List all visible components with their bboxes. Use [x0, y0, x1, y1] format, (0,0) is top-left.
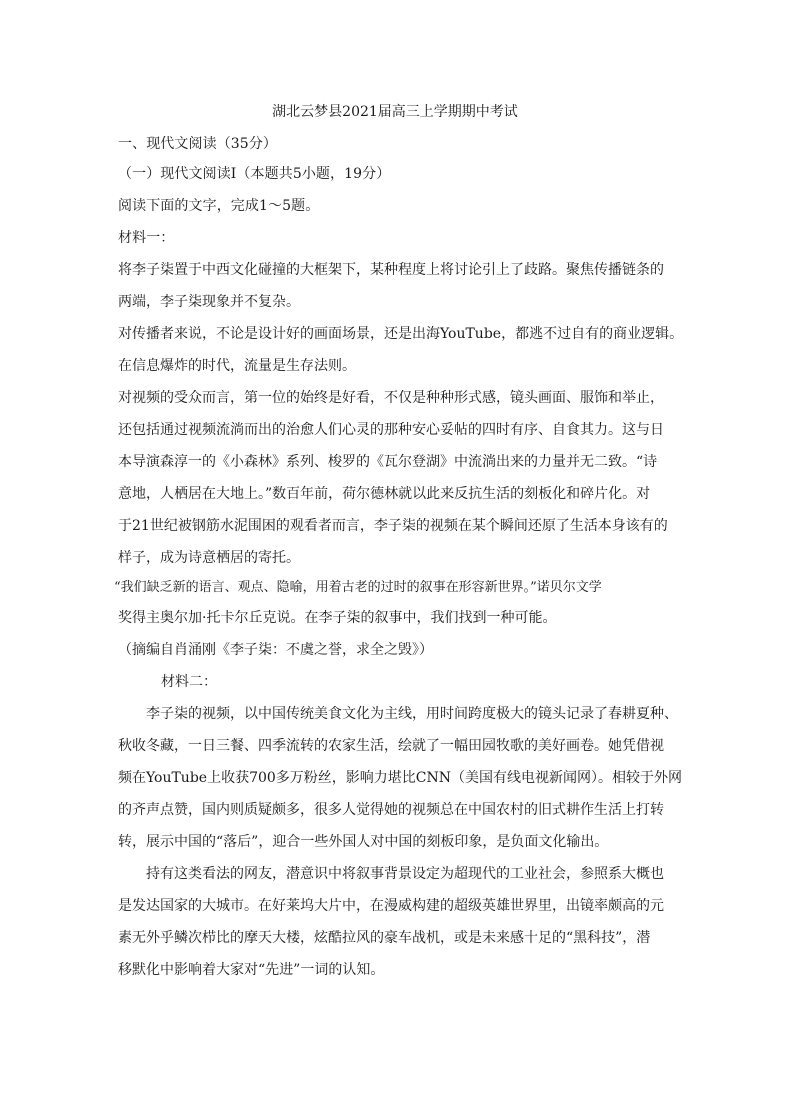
material1-line: 对视频的受众而言，第一位的始终是好看，不仅是种种形式感，镜头画面、服饰和举止，	[118, 390, 664, 406]
material2-line: 的齐声点赞，国内则质疑颇多，很多人觉得她的视频总在中国农村的旧式耕作生活上打转	[118, 802, 664, 818]
material1-line: 本导演森淳一的《小森林》系列、梭罗的《瓦尔登湖》中流淌出来的力量并无二致。“诗	[118, 454, 658, 470]
material1-label: 材料一：	[118, 230, 175, 246]
material2-line: 是发达国家的大城市。在好莱坞大片中，在漫威构建的超级英雄世界里，出镜率颇高的元	[118, 898, 664, 914]
subsection-heading: （一）现代文阅读Ⅰ（本题共5小题，19分）	[118, 166, 391, 182]
material1-line: 在信息爆炸的时代，流量是生存法则。	[118, 358, 356, 374]
reading-instruction: 阅读下面的文字，完成1～5题。	[118, 198, 320, 214]
material1-line: 奖得主奥尔加·托卡尔丘克说。在李子柒的叙事中，我们找到一种可能。	[118, 610, 557, 626]
page-title: 湖北云梦县2021届高三上学期期中考试	[272, 104, 518, 120]
material1-line: 还包括通过视频流淌而出的治愈人们心灵的那种安心妥帖的四时有序、自食其力。这与日	[118, 422, 664, 438]
material2-line: 移默化中影响着大家对“先进”一词的认知。	[118, 962, 385, 978]
section-heading: 一、现代文阅读（35分）	[118, 136, 278, 152]
material2-line: 秋收冬藏，一日三餐、四季流转的农家生活，绘就了一幅田园牧歌的美好画卷。她凭借视	[118, 738, 664, 754]
material1-line: 将李子柒置于中西文化碰撞的大框架下，某种程度上将讨论引上了歧路。聚焦传播链条的	[118, 262, 664, 278]
material2-line: 转，展示中国的“落后”，迎合一些外国人对中国的刻板印象，是负面文化输出。	[118, 834, 609, 850]
material2-label: 材料二：	[161, 674, 217, 690]
material1-line: 样子，成为诗意栖居的寄托。	[118, 550, 300, 566]
material2-line: 持有这类看法的网友，潜意识中将叙事背景设定为超现代的工业社会，参照系大概也	[146, 866, 664, 882]
material2-line: 频在YouTube上收获700多万粉丝，影响力堪比CNN（美国有线电视新闻网）。相较于外网	[118, 770, 683, 786]
material1-source: （摘编自肖涌刚《李子柒：不虞之誉，求全之毁》）	[118, 642, 433, 658]
material1-line: 意地，人栖居在大地上。”数百年前，荷尔德林就以此来反抗生活的刻板化和碎片化。对	[118, 486, 651, 502]
material1-line: 两端，李子柒现象并不复杂。	[118, 294, 300, 310]
material1-line: 于21世纪被钢筋水泥围困的观看者而言，李子柒的视频在某个瞬间还原了生活本身该有的	[118, 518, 668, 534]
material2-line: 素无外乎鳞次栉比的摩天大楼，炫酷拉风的豪车战机，或是未来感十足的“黑科技”，潜	[118, 930, 651, 946]
material1-line: 对传播者来说，不论是设计好的画面场景，还是出海YouTube，都逃不过自有的商业逻辑。	[118, 326, 684, 342]
material2-line: 李子柒的视频，以中国传统美食文化为主线，用时间跨度极大的镜头记录了春耕夏种、	[146, 706, 678, 722]
material1-line: “我们缺乏新的语言、观点、隐喻，用着古老的过时的叙事在形容新世界。”诺贝尔文学	[114, 580, 602, 595]
